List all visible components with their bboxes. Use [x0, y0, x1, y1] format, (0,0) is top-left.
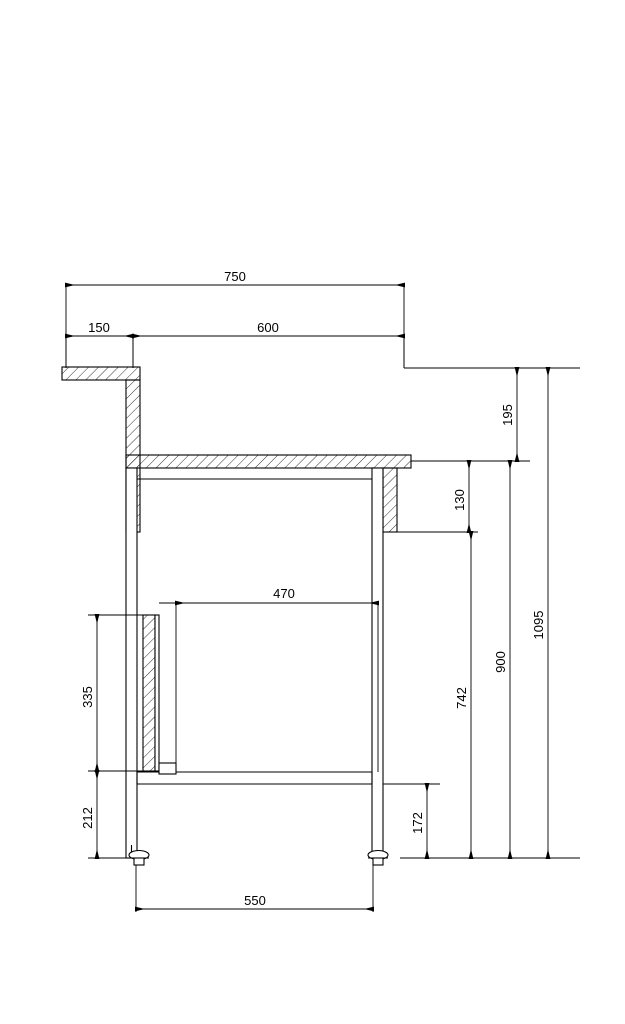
- left-foot: [129, 845, 149, 865]
- dim-label-1095: 1095: [531, 610, 546, 640]
- upstand-shelf: [62, 367, 140, 380]
- dim-label-130: 130: [452, 489, 467, 511]
- dim-label-742: 742: [454, 687, 469, 709]
- dim-label-550: 550: [244, 893, 266, 908]
- left-leg: [126, 468, 137, 858]
- dim-label-470: 470: [273, 586, 295, 601]
- dim-label-900: 900: [493, 651, 508, 673]
- table-geometry: [62, 367, 411, 865]
- dim-upstand-height: [500, 368, 517, 461]
- dimension-annotations: [66, 269, 580, 912]
- shelf-bracket: [159, 763, 176, 774]
- dim-overhang-left: [66, 320, 133, 368]
- right-leg: [372, 468, 383, 858]
- dim-shelf-width: [176, 586, 378, 772]
- dim-label-750: 750: [224, 269, 246, 284]
- dim-label-600: 600: [257, 320, 279, 335]
- dim-leg-span: [136, 865, 373, 912]
- dim-label-150: 150: [88, 320, 110, 335]
- dim-label-195: 195: [500, 404, 515, 426]
- dim-lower-leg-height: [80, 771, 130, 858]
- inner-back-panel: [143, 615, 159, 771]
- dim-extension-lines-right: [397, 368, 580, 532]
- dim-worktop-height: [493, 461, 510, 858]
- dim-total-top-width: [66, 269, 404, 368]
- worktop-slab: [126, 455, 411, 468]
- right-foot: [368, 851, 388, 866]
- dim-apron-depth: [452, 461, 469, 532]
- dim-label-335: 335: [80, 686, 95, 708]
- dim-under-top-height: [454, 532, 471, 858]
- dim-shelf-height: [383, 784, 440, 858]
- right-apron-stub: [383, 468, 397, 532]
- dim-top-span: [133, 320, 404, 368]
- dim-label-212: 212: [80, 807, 95, 829]
- dim-label-172: 172: [410, 812, 425, 834]
